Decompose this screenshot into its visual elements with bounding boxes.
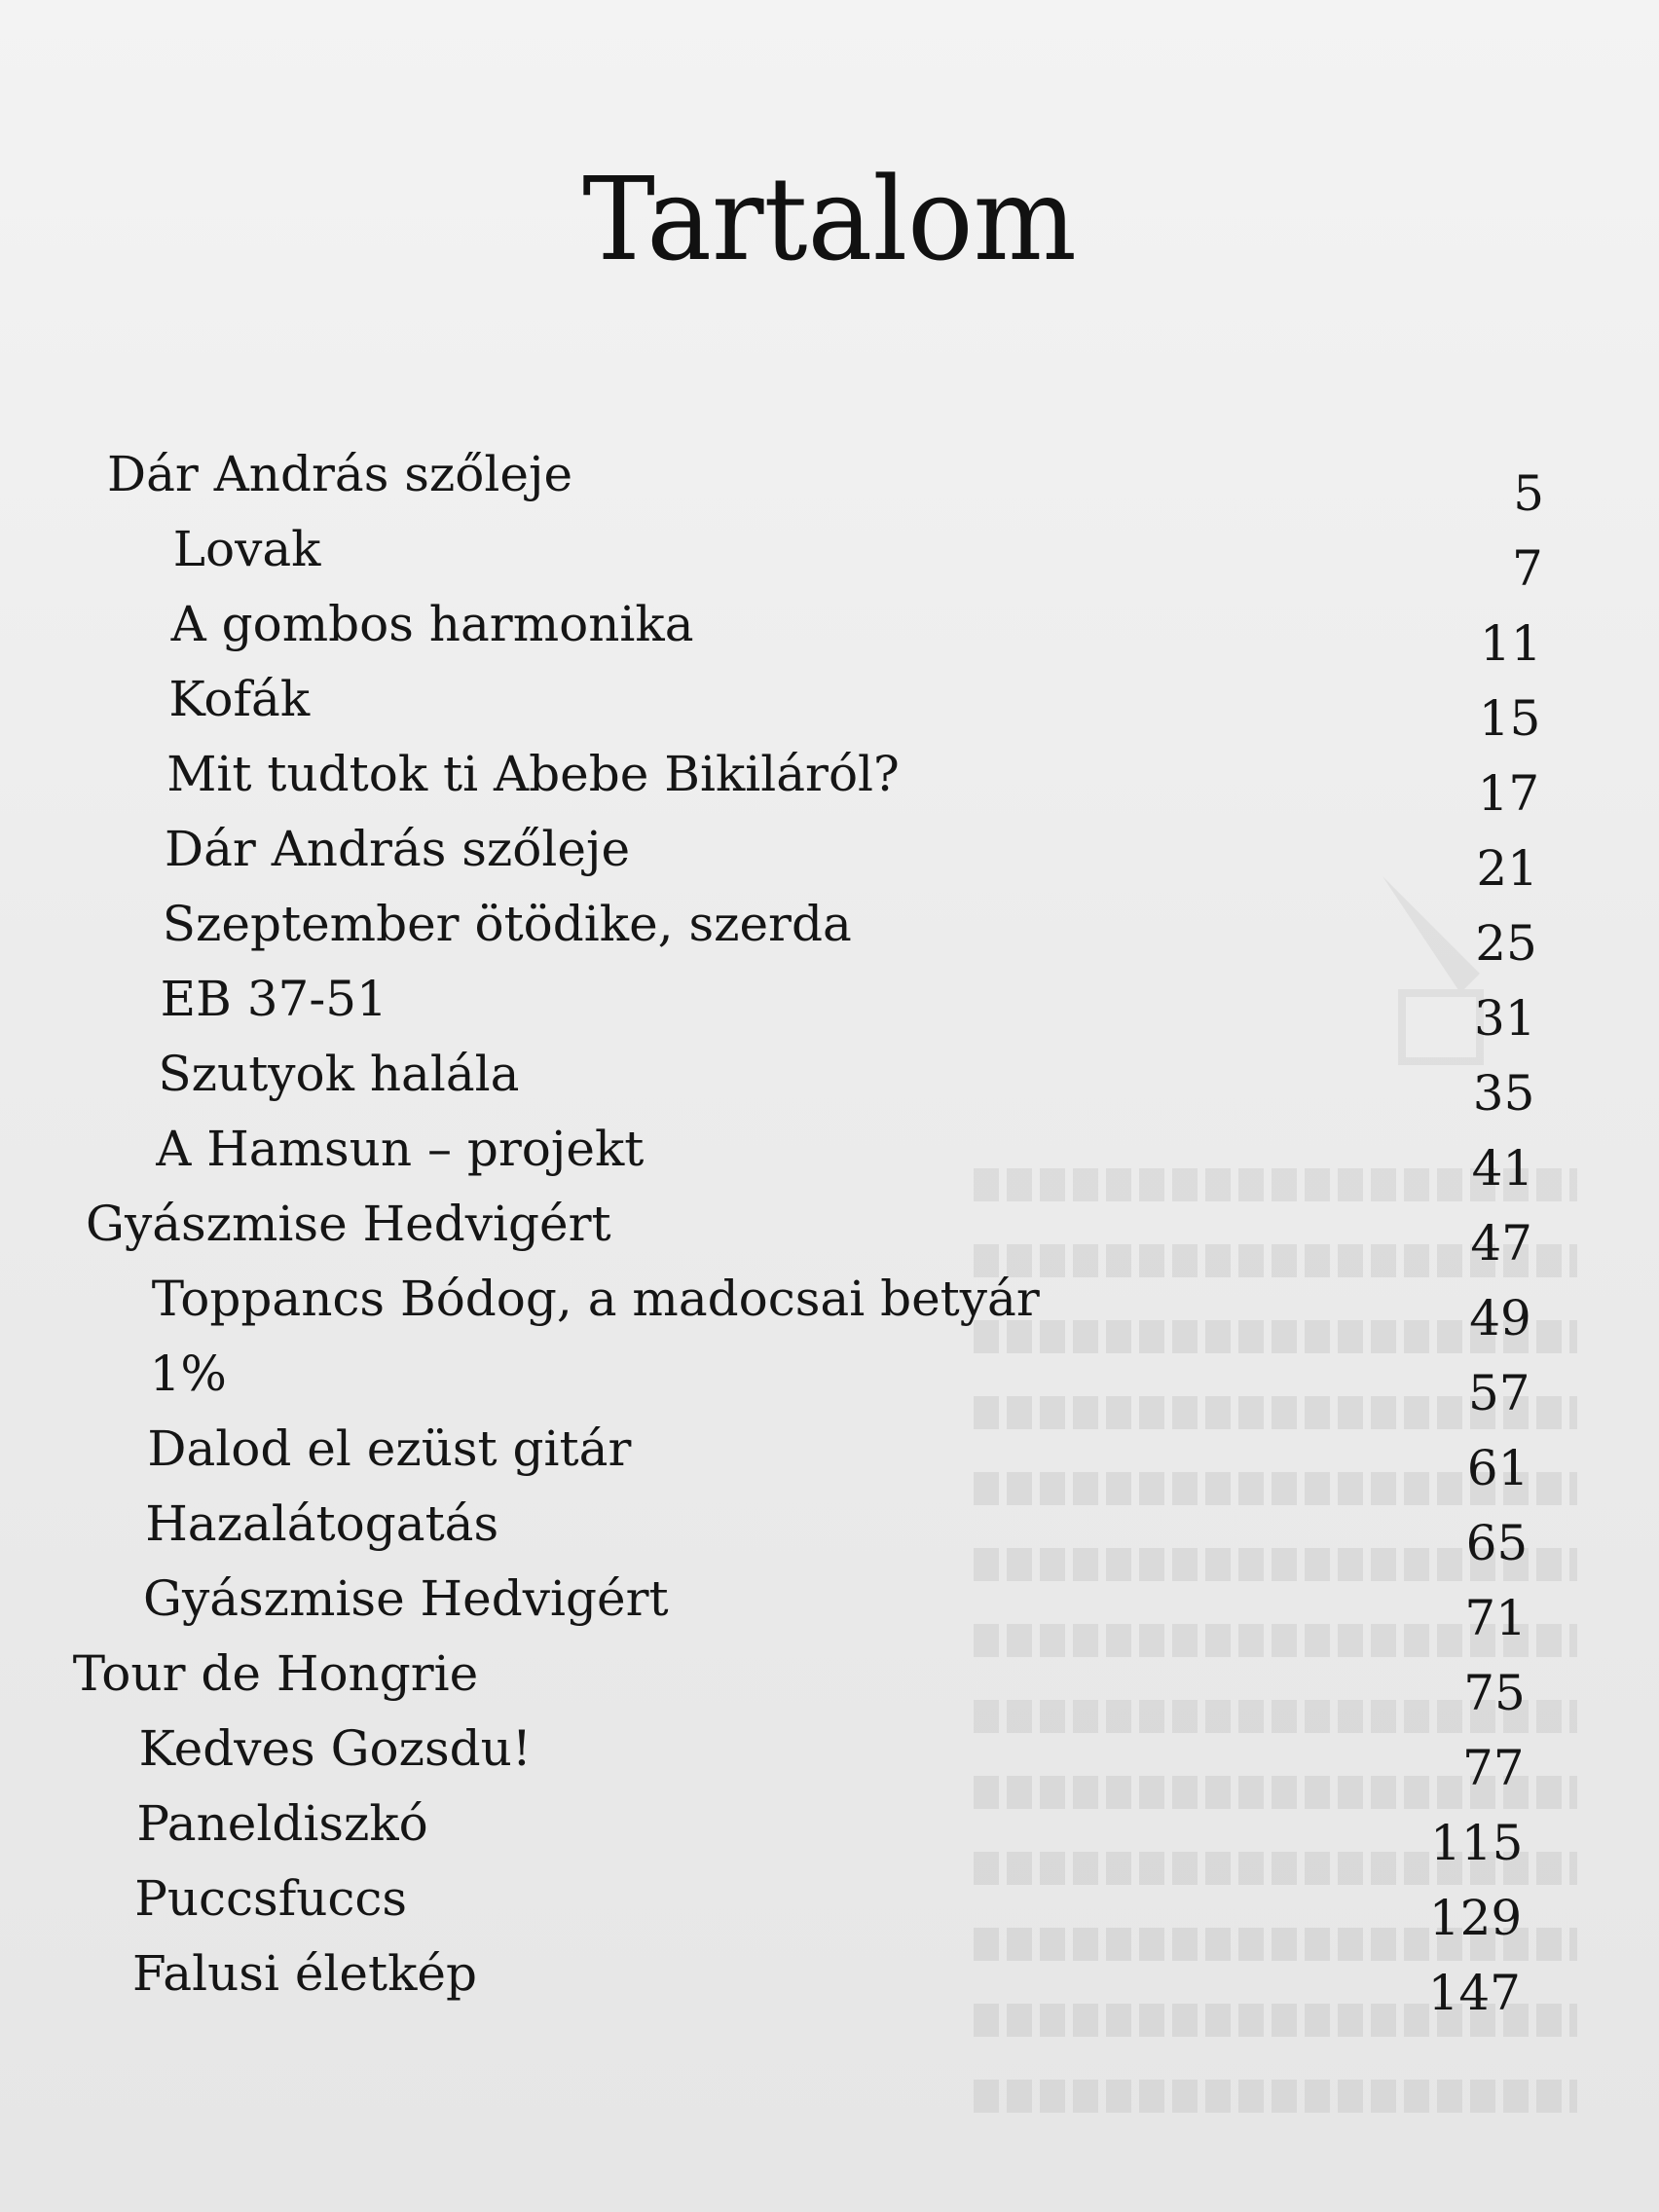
toc-page-number: 21 [1476,840,1538,897]
toc-page-number: 11 [1479,615,1542,672]
toc-chapter-title: Paneldiszkó [136,1795,428,1852]
toc-page-number: 61 [1466,1440,1530,1496]
toc-entry [0,1415,1659,1496]
toc-chapter-title: 1% [149,1346,227,1402]
toc-entry [0,965,1659,1047]
toc-entry [0,1115,1659,1197]
toc-chapter-title: A gombos harmonika [170,596,694,652]
toc-entry [0,1040,1659,1122]
toc-page-number: 17 [1477,765,1540,822]
toc-chapter-title: Toppancs Bódog, a madocsai betyár [151,1271,1040,1327]
toc-entry [0,515,1659,597]
toc-chapter-title: Falusi életkép [132,1945,478,2002]
toc-entry [0,1640,1659,1721]
toc-page-number: 75 [1463,1665,1526,1721]
toc-chapter-title: Kedves Gozsdu! [138,1720,532,1777]
toc-section-title: Gyászmise Hedvigért [86,1196,611,1252]
toc-page-number: 49 [1469,1290,1531,1346]
toc-entry [0,590,1659,672]
table-of-contents [0,440,1659,2021]
toc-page-number: 7 [1512,540,1543,597]
toc-chapter-title: Dár András szőleje [165,821,631,877]
page-title: Tartalom [582,153,1077,287]
toc-entry [0,1864,1659,1946]
toc-page-number: 129 [1428,1890,1523,1946]
toc-chapter-title: Lovak [172,521,321,577]
toc-chapter-title: A Hamsun – projekt [156,1121,645,1177]
toc-chapter-title: Hazalátogatás [145,1495,499,1552]
toc-page-number: 41 [1471,1140,1534,1197]
toc-page-number: 57 [1467,1365,1530,1421]
toc-entry [0,1789,1659,1871]
toc-page-number: 65 [1465,1515,1529,1571]
toc-entry [0,740,1659,822]
toc-page-number: 15 [1478,690,1541,747]
toc-chapter-title: Szutyok halála [158,1046,520,1102]
toc-entry [0,665,1659,747]
toc-entry [0,1490,1659,1571]
toc-chapter-title: Dalod el ezüst gitár [147,1420,632,1477]
toc-page-number: 47 [1470,1215,1532,1272]
toc-page-number: 25 [1475,915,1537,972]
toc-chapter-title: Kofák [168,671,311,727]
toc-entry [0,1565,1659,1646]
toc-chapter-title: Puccsfuccs [134,1870,408,1927]
toc-page-number: 147 [1427,1965,1521,2021]
toc-page-number: 31 [1473,990,1536,1047]
toc-chapter-title: Mit tudtok ti Abebe Bikiláról? [166,746,900,802]
toc-chapter-title: Gyászmise Hedvigért [143,1570,669,1627]
toc-page-number: 5 [1513,465,1544,522]
toc-page-number: 35 [1472,1065,1535,1122]
toc-section-title: Tour de Hongrie [72,1645,479,1702]
toc-entry [0,1265,1659,1346]
toc-chapter-title: Szeptember ötödike, szerda [162,896,852,952]
toc-entry [0,890,1659,972]
toc-chapter-title: EB 37-51 [160,971,387,1027]
toc-section-title: Dár András szőleje [107,446,573,502]
toc-entry [0,1714,1659,1796]
toc-page-number: 71 [1464,1590,1527,1646]
toc-entry [0,1939,1659,2021]
toc-entry [0,1190,1659,1272]
toc-entry [0,440,1659,522]
toc-entry [0,1340,1659,1421]
toc-page-number: 115 [1429,1815,1524,1871]
toc-page-number: 77 [1461,1740,1525,1796]
toc-entry [0,815,1659,897]
